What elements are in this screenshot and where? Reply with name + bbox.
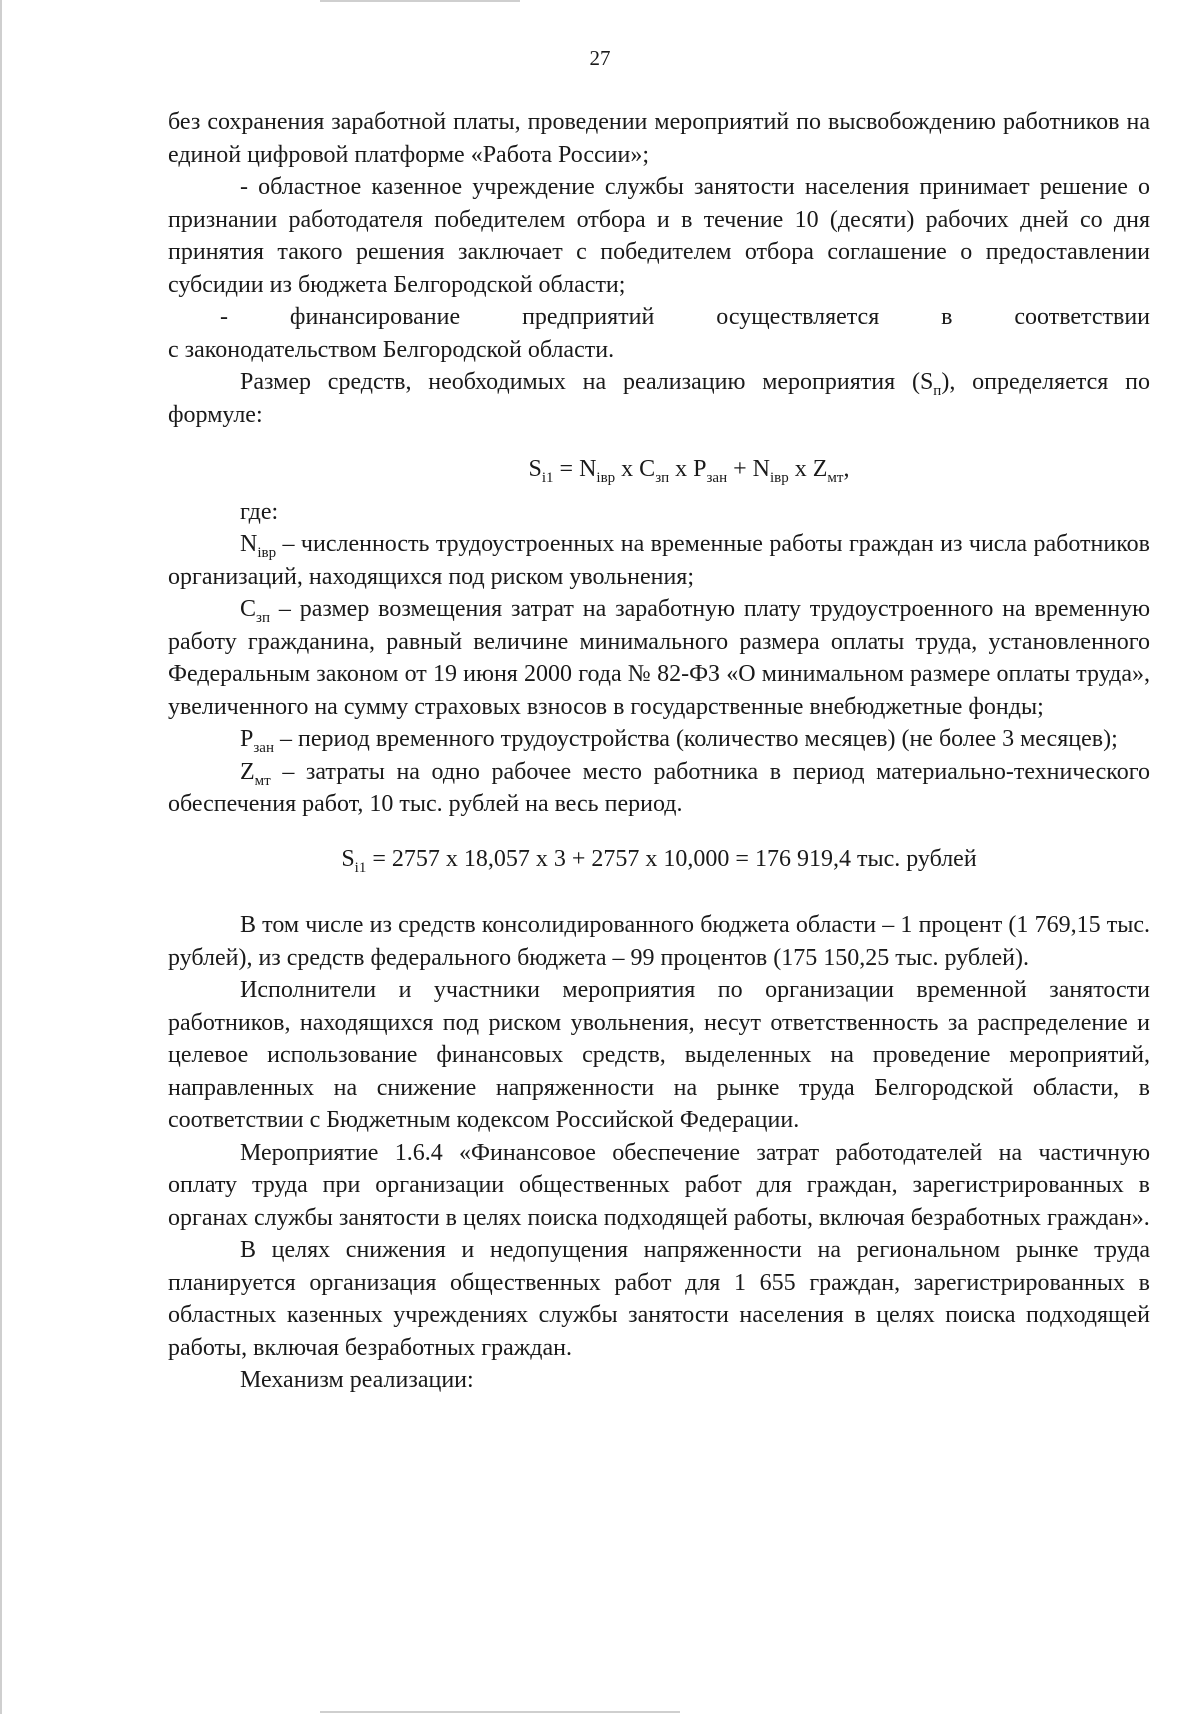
p3-word-3: предприятий xyxy=(522,304,655,330)
f1-plus: + N xyxy=(727,456,770,482)
paragraph-4 xyxy=(168,366,1150,431)
paragraph-3-first-line xyxy=(168,301,1150,334)
definition-c xyxy=(168,593,1150,723)
d3-symbol: Р xyxy=(240,726,254,752)
p3-word-4: осуществляется xyxy=(716,304,880,330)
p3-word-1: - xyxy=(220,304,228,330)
p4-subscript: п xyxy=(933,382,942,399)
f2-s: S xyxy=(341,845,355,872)
f1-s: S xyxy=(528,456,542,482)
f1-eq: = N xyxy=(553,456,597,482)
p4-text-after: ), определяется по формуле: xyxy=(168,369,1150,428)
where-label: где: xyxy=(240,498,279,525)
p3-word-2: финансирование xyxy=(289,304,461,330)
formula-2 xyxy=(168,821,1150,910)
d2-symbol: С xyxy=(240,596,257,622)
formula-1 xyxy=(168,431,1150,496)
f1-x3: х Z xyxy=(788,456,828,482)
f2-rest: = 2757 х 18,057 х 3 + 2757 х 10,000 = 176 919,4 тыс. рублей xyxy=(366,845,977,872)
d1-symbol: N xyxy=(240,531,258,557)
f1-c-sub: зп xyxy=(655,469,670,486)
scan-left-edge xyxy=(0,0,2,1714)
paragraph-3-tail: с законодательством Белгородской области. xyxy=(168,336,615,363)
paragraph-9: Механизм реализации: xyxy=(240,1367,474,1393)
d4-subscript: мт xyxy=(254,772,271,789)
p3-word-5: в xyxy=(941,304,953,330)
f1-x2: х Р xyxy=(669,456,707,482)
f1-z-sub: мт xyxy=(827,469,844,486)
scan-bottom-mark xyxy=(320,1711,680,1713)
definition-z xyxy=(168,756,1150,821)
f1-x1: х С xyxy=(615,456,656,482)
d4-symbol: Z xyxy=(240,758,255,785)
definition-p xyxy=(168,723,1150,756)
d2-text: – размер возмещения затрат на заработную плату трудоустроенного на временную работу гражданина, равный величине минимального размера оплаты труда, установленного Федеральным законом от 19 июня 2000 года № 82-ФЗ «О минимальном размере оплаты труда», увеличенного на сумму страховых взносов в государственные внебюджетные фонды; xyxy=(168,596,1150,720)
d1-subscript: івр xyxy=(257,544,277,561)
d4-text: – затраты на одно рабочее место работника в период материально-технического обеспечения работ, 10 тыс. рублей на весь период. xyxy=(168,758,1150,817)
document-body xyxy=(168,106,1150,1397)
paragraph-1: без сохранения заработной платы, проведении мероприятий по высвобождению работников на единой цифровой платформе «Работа России»; xyxy=(168,109,1150,168)
paragraph-2: - областное казенное учреждение службы занятости населения принимает решение о признании работодателя победителем отбора и в течение 10 (десяти) рабочих дней со дня принятия такого решения заключает с победителем отбора соглашение о предоставлении субсидии из бюджета Белгородской области; xyxy=(168,174,1150,298)
d3-text: – период временного трудоустройства (количество месяцев) (не более 3 месяцев); xyxy=(273,726,1118,752)
f1-p-sub: зан xyxy=(706,469,728,486)
page-number: 27 xyxy=(589,46,611,70)
f2-s-sub: i1 xyxy=(354,859,367,876)
d2-subscript: зп xyxy=(256,609,270,626)
d1-text: – численность трудоустроенных на временные работы граждан из числа работников организаций, находящихся под риском увольнения; xyxy=(168,531,1150,590)
paragraph-7: Мероприятие 1.6.4 «Финансовое обеспечение затрат работодателей на частичную оплату труда при организации общественных работ для граждан, зарегистрированных в органах службы занятости в целях поиска подходящей работы, включая безработных граждан». xyxy=(168,1139,1150,1231)
paragraph-5: В том числе из средств консолидированного бюджета области – 1 процент (1 769,15 тыс. рублей), из средств федерального бюджета – 99 процентов (175 150,25 тыс. рублей). xyxy=(168,912,1150,971)
d3-subscript: зан xyxy=(253,739,274,756)
f1-n2-sub: івр xyxy=(770,469,789,486)
p4-text-before: Размер средств, необходимых на реализацию мероприятия (S xyxy=(240,369,934,395)
paragraph-6: Исполнители и участники мероприятия по организации временной занятости работников, находящихся под риском увольнения, несут ответственность за распределение и целевое использование финансовых средств, выделенных на проведение мероприятий, направленных на снижение напряженности на рынке труда Белгородской области, в соответствии с Бюджетным кодексом Российской Федерации. xyxy=(168,977,1150,1133)
paragraph-8: В целях снижения и недопущения напряженности на региональном рынке труда планируется организация общественных работ для 1 655 граждан, зарегистрированных в областных казенных учреждениях службы занятости населения в целях поиска подходящей работы, включая безработных граждан. xyxy=(168,1237,1150,1361)
p3-word-6: соответствии xyxy=(1014,304,1150,330)
definition-n xyxy=(168,528,1150,593)
f1-n-sub: івр xyxy=(596,469,616,486)
scan-top-mark xyxy=(320,0,520,2)
f1-s-sub: i1 xyxy=(541,469,554,486)
f1-end: , xyxy=(843,456,850,482)
